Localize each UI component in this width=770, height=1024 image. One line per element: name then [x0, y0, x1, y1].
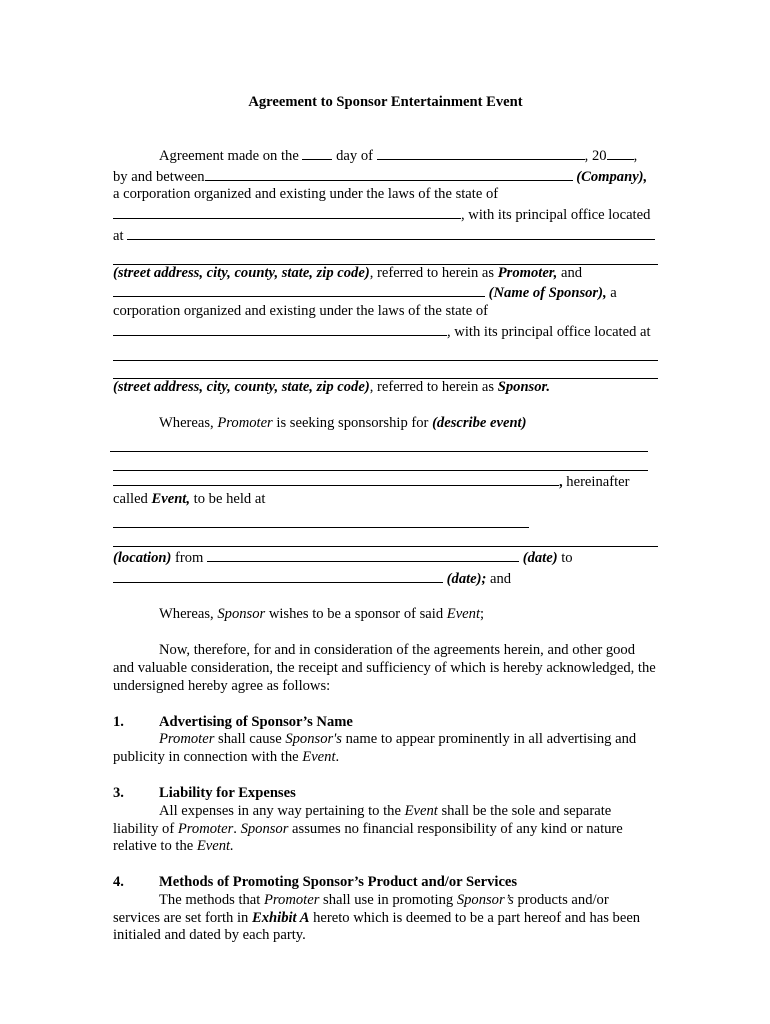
section-number: 4. — [113, 874, 124, 891]
section-advertising — [113, 714, 658, 767]
promoter-term: Promoter — [217, 415, 273, 432]
section-body — [113, 803, 658, 856]
location-label: (location) — [113, 549, 172, 566]
sponsor-name-label: (Name of Sponsor), — [488, 285, 607, 302]
sponsor-state-blank — [113, 321, 447, 336]
sponsor-address-blank-line — [113, 361, 658, 380]
address-blank-line — [113, 246, 658, 265]
section-text: hereto which is deemed to be a part hereof and has been initialed and dated by each party. — [113, 909, 641, 944]
section-text: The methods that — [159, 891, 264, 908]
promoter-term: Promoter — [177, 820, 234, 837]
whereas-text: is seeking sponsorship for — [272, 415, 433, 432]
section-number: 1. — [113, 713, 124, 730]
intro-paragraph — [113, 145, 658, 397]
section-title: Liability for Expenses — [159, 784, 296, 801]
intro-text: day of — [336, 147, 374, 164]
sponsor-term: Sponsor's — [285, 731, 342, 748]
whereas-text: wishes to be a sponsor of said — [265, 606, 447, 623]
whereas-paragraph-1 — [113, 415, 658, 588]
section-number: 3. — [113, 784, 124, 801]
section-heading — [113, 874, 658, 892]
section-liability — [113, 785, 658, 856]
sponsor-term: Sponsor — [240, 820, 289, 837]
intro-line-1 — [113, 145, 658, 166]
section-text: name to appear prominently in all advertising and publicity in connection with the — [113, 731, 637, 766]
date-label: (date); — [446, 570, 487, 587]
whereas-line-9 — [113, 568, 658, 589]
section-text: shall be the sole and separate liability of — [113, 802, 612, 837]
section-heading — [113, 714, 658, 732]
event-term: Event. — [196, 838, 234, 855]
from-date-blank — [207, 547, 519, 562]
date-label: (date) — [522, 549, 558, 566]
intro-line-4 — [113, 204, 658, 225]
sponsor-address-blank-line — [113, 342, 658, 361]
intro-line-2 — [113, 166, 658, 187]
intro-text: Agreement made on the — [159, 147, 299, 164]
whereas-text: Whereas, — [159, 606, 218, 623]
day-blank — [302, 145, 332, 160]
section-title: Advertising of Sponsor’s Name — [159, 713, 353, 730]
event-term: Event — [404, 802, 438, 819]
document-page — [113, 94, 658, 945]
month-blank — [377, 145, 585, 160]
whereas-line-1 — [113, 415, 658, 433]
whereas-text: and — [486, 570, 512, 587]
intro-line-3: a corporation organized and existing under the laws of the state of — [113, 186, 499, 203]
event-blank — [113, 471, 559, 486]
intro-text: at — [113, 227, 124, 244]
event-term: Event — [302, 749, 336, 766]
address-blank — [127, 225, 655, 240]
whereas-paragraph-2 — [113, 606, 658, 624]
event-term: Event — [446, 606, 481, 623]
whereas-line-8 — [113, 547, 658, 568]
intro-line-9: corporation organized and existing under the laws of the state of — [113, 303, 488, 320]
company-blank — [205, 166, 573, 181]
whereas-text: to — [557, 549, 573, 566]
section-promotion-methods — [113, 874, 658, 945]
section-text: assumes no financial responsibility of any kind or nature relative to the — [113, 820, 623, 855]
year-blank — [607, 145, 634, 160]
section-heading — [113, 785, 658, 803]
intro-line-13 — [113, 379, 658, 397]
document-title: Agreement to Sponsor Entertainment Event — [248, 94, 523, 110]
event-blank-line — [110, 433, 648, 452]
intro-text: and — [557, 264, 583, 281]
exhibit-term: Exhibit A — [252, 909, 310, 926]
whereas-text: ; — [480, 606, 485, 623]
location-blank-line — [113, 528, 658, 547]
section-body — [113, 731, 658, 767]
intro-text: , 20 — [584, 147, 607, 164]
describe-event-label: (describe event) — [432, 415, 527, 432]
address-label: (street address, city, county, state, zip code) — [113, 379, 370, 396]
sponsor-term: Sponsor — [217, 606, 266, 623]
event-blank-line — [113, 452, 648, 471]
section-title: Methods of Promoting Sponsor’s Product and/or Services — [159, 874, 518, 891]
address-label: (street address, city, county, state, zip code) — [113, 264, 370, 281]
section-body — [113, 892, 658, 945]
promoter-label: Promoter, — [497, 264, 558, 281]
section-text: . — [233, 820, 241, 837]
now-therefore-paragraph: Now, therefore, for and in consideration of the agreements herein, and other good and valuable consideration, the receipt and sufficiency of which is hereby acknowledged, the undersigned hereby agree as follows: — [113, 642, 656, 694]
whereas-line-5 — [113, 491, 658, 509]
location-blank-line — [113, 509, 529, 528]
state-blank — [113, 204, 461, 219]
whereas-text: from — [171, 549, 208, 566]
promoter-term: Promoter — [263, 891, 320, 908]
whereas-line-4 — [113, 471, 658, 492]
sponsor-label: Sponsor. — [497, 379, 551, 396]
section-text: All expenses in any way pertaining to the — [159, 802, 405, 819]
company-label: (Company), — [576, 168, 648, 185]
intro-line-5 — [113, 225, 658, 246]
intro-text: , referred to herein as — [369, 379, 498, 396]
whereas-text: hereinafter — [566, 473, 630, 490]
event-term: Event, — [151, 491, 191, 508]
intro-text: by and between — [113, 168, 205, 185]
whereas-text: , — [559, 473, 567, 490]
intro-text: a — [606, 285, 617, 302]
intro-text: , referred to herein as — [369, 264, 498, 281]
intro-text: , with its principal office located — [461, 207, 651, 224]
intro-line-8 — [113, 282, 658, 303]
sponsor-name-blank — [113, 282, 485, 297]
intro-text: , — [633, 147, 638, 164]
intro-text: , with its principal office located at — [447, 323, 651, 340]
sponsor-term: Sponsor’s — [456, 891, 514, 908]
section-text: . — [335, 749, 340, 766]
whereas-text: called — [113, 491, 152, 508]
section-text: shall cause — [214, 731, 286, 748]
section-text: shall use in promoting — [319, 891, 457, 908]
section-text: products and/or services are set forth in — [113, 891, 609, 926]
whereas-text: Whereas, — [159, 415, 218, 432]
to-date-blank — [113, 568, 443, 583]
intro-line-7 — [113, 265, 658, 283]
intro-line-10 — [113, 321, 658, 342]
whereas-text: to be held at — [190, 491, 266, 508]
promoter-term: Promoter — [159, 731, 215, 748]
